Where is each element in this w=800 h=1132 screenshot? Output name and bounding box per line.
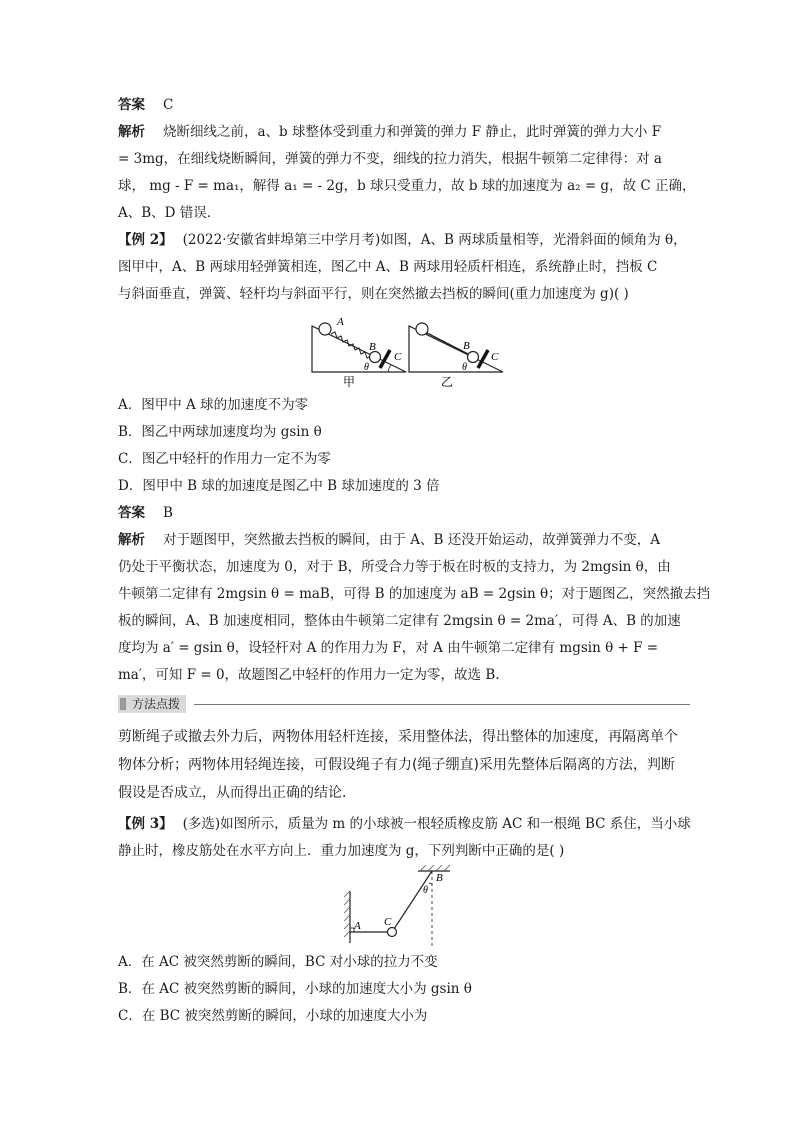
- ball-a-2: [416, 323, 428, 335]
- figure-jia: [312, 316, 406, 388]
- example-2-line-1: [118, 227, 690, 254]
- incline-diagram: [118, 312, 690, 388]
- label-a: A: [337, 316, 344, 328]
- answer-1: [118, 92, 690, 119]
- answer-value: C: [163, 97, 174, 113]
- analysis-2-line-6: ma′，可知 F = 0，故题图乙中轻杆的作用力一定为零，故选 B.: [118, 667, 500, 683]
- method-tip-label: 方法点拨: [118, 695, 186, 713]
- answer-value: B: [163, 505, 173, 521]
- method-tip-line-3: 假设是否成立，从而得出正确的结论．: [118, 785, 356, 801]
- analysis-text: 对于题图甲，突然撤去挡板的瞬间，由于 A、B 还没开始运动，故弹簧弹力不变，A: [163, 532, 661, 548]
- label-b: B: [369, 341, 376, 353]
- analysis-2-line-1: [118, 527, 690, 554]
- method-tip-rule: [194, 704, 690, 705]
- analysis-1-line-4: A、B、D 错误．: [118, 205, 221, 221]
- example-2-line-2: 图甲中，A、B 两球用轻弹簧相连，图乙中 A、B 两球用轻质杆相连，系统静止时，挡板 C: [118, 259, 658, 275]
- example-2-figure: [118, 312, 690, 388]
- analysis-label: 解析: [118, 532, 145, 548]
- example-2-option-c: C．图乙中轻杆的作用力一定不为零: [118, 451, 331, 467]
- label-a-3: A: [354, 920, 361, 932]
- ball: [388, 928, 397, 937]
- analysis-1-line-3: 球， mg - F = ma₁，解得 a₁ = - 2g，b 球只受重力，故 b 球的加速度为 a₂ = g，故 C 正确，: [118, 178, 696, 194]
- rope-diagram: [118, 865, 690, 949]
- document-page: [118, 92, 711, 1030]
- analysis-text: 烧断细线之前，a、b 球整体受到重力和弹簧的弹力 F 静止，此时弹簧的弹力大小 F: [163, 124, 662, 140]
- answer-label: 答案: [118, 505, 145, 521]
- example-2-tag: 【例 2】: [118, 232, 173, 248]
- example-3-line-2: 静止时，橡皮筋处在水平方向上．重力加速度为 g，下列判断中正确的是( ): [118, 843, 565, 859]
- analysis-1-line-2: = 3mg，在细线烧断瞬间，弹簧的弹力不变，细线的拉力消失，根据牛顿第二定律得：对 a: [118, 151, 662, 167]
- example-2-line-3: 与斜面垂直，弹簧、轻杆均与斜面平行，则在突然撤去挡板的瞬间(重力加速度为 g)( ): [118, 286, 629, 302]
- label-theta-3: θ: [423, 885, 428, 896]
- answer-2: [118, 500, 690, 527]
- label-theta: θ: [364, 362, 369, 373]
- ball-b: [370, 352, 381, 363]
- example-2-option-b: B．图乙中两球加速度均为 gsin θ: [118, 424, 322, 440]
- example-2-option-a: A．图甲中 A 球的加速度不为零: [118, 397, 309, 413]
- analysis-1-line-1: [118, 119, 690, 146]
- analysis-label: 解析: [118, 124, 145, 140]
- example-3-tag: 【例 3】: [118, 816, 173, 832]
- analysis-2-line-5: 度均为 a′ = gsin θ，设轻杆对 A 的作用力为 F，对 A 由牛顿第二定律有 mgsin θ + F =: [118, 640, 659, 656]
- label-jia: 甲: [343, 375, 356, 388]
- example-2-text: (2022·安徽省蚌埠第三中学月考)如图，A、B 两球质量相等，光滑斜面的倾角为 θ，: [182, 232, 687, 248]
- example-2-option-d: D．图甲中 B 球的加速度是图乙中 B 球加速度的 3 倍: [118, 478, 440, 494]
- example-3-figure: [118, 865, 690, 949]
- method-tip-line-1: 剪断绳子或撤去外力后，两物体用轻杆连接，采用整体法，得出整体的加速度，再隔离单个: [118, 729, 678, 745]
- analysis-2-line-2: 仍处于平衡状态，加速度为 0，对于 B，所受合力等于板在时板的支持力，为 2mgsin θ，由: [118, 559, 671, 575]
- label-b-3: B: [436, 872, 443, 884]
- label-c-2: C: [491, 351, 499, 363]
- analysis-2-line-3: 牛顿第二定律有 2mgsin θ = maB，可得 B 的加速度为 aB = 2gsin θ；对于题图乙，突然撤去挡: [118, 586, 711, 602]
- example-3-text: (多选)如图所示，质量为 m 的小球被一根轻质橡皮筋 AC 和一根绳 BC 系住，当小球: [182, 816, 691, 832]
- example-3-line-1: [118, 811, 690, 838]
- ball-b-2: [468, 352, 479, 363]
- method-tip-line-2: 物体分析；两物体用轻绳连接，可假设绳子有力(绳子绷直)采用先整体后隔离的方法，判断: [118, 757, 675, 773]
- method-tip-header: [118, 693, 690, 717]
- answer-label: 答案: [118, 97, 145, 113]
- label-b-2: B: [463, 340, 470, 352]
- label-theta-2: θ: [462, 362, 467, 373]
- baffle-c: [380, 350, 390, 368]
- label-c: C: [394, 351, 402, 363]
- analysis-2-line-4: 板的瞬间，A、B 加速度相同，整体由牛顿第二定律有 2mgsin θ = 2ma′，可得 A、B 的加速: [118, 613, 681, 629]
- example-3-option-c: C．在 BC 被突然剪断的瞬间，小球的加速度大小为: [118, 1008, 428, 1024]
- example-3-option-b: B．在 AC 被突然剪断的瞬间，小球的加速度大小为 gsin θ: [118, 981, 472, 997]
- label-yi: 乙: [441, 375, 454, 388]
- example-3-option-a: A．在 AC 被突然剪断的瞬间，BC 对小球的拉力不变: [118, 954, 438, 970]
- label-c-3: C: [384, 916, 392, 928]
- baffle-c-2: [478, 350, 488, 368]
- rope-bc: [394, 871, 432, 929]
- ball-a: [319, 323, 331, 335]
- figure-yi: [409, 323, 503, 388]
